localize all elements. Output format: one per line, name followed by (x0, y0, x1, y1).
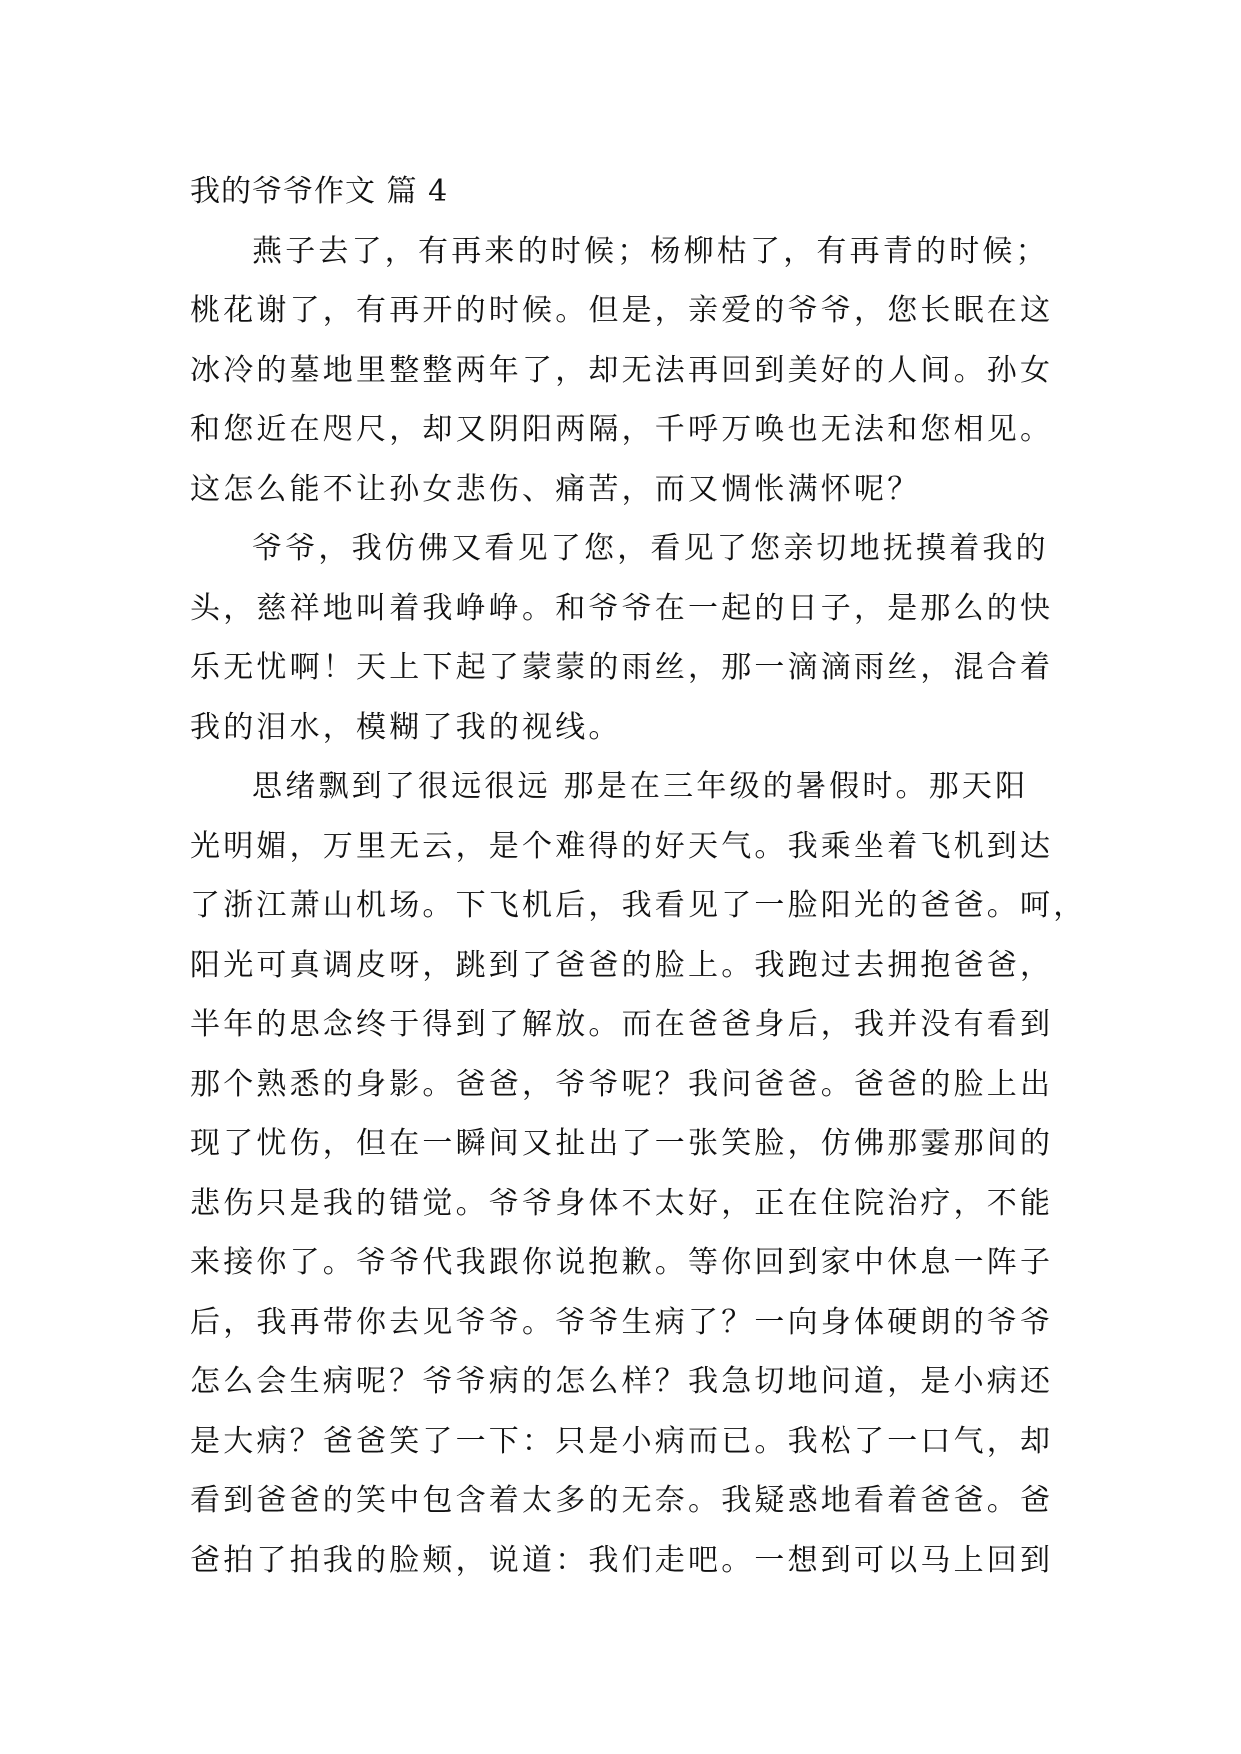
text-line: 我的泪水，模糊了我的视线。 (190, 709, 622, 745)
text-line: 后，我再带你去见爷爷。爷爷生病了？一向身体硬朗的爷爷 (190, 1304, 1054, 1340)
text-line: 半年的思念终于得到了解放。而在爸爸身后，我并没有看到 (190, 1007, 1054, 1042)
text-line: 桃花谢了，有再开的时候。但是，亲爱的爷爷，您长眠在这 (190, 293, 1054, 328)
text-line: 光明媚，万里无云，是个难得的好天气。我乘坐着飞机到达 (190, 828, 1054, 864)
text-line: 了浙江萧山机场。下飞机后，我看见了一脸阳光的爸爸。呵， (190, 888, 1087, 923)
text-line: 是大病？爸爸笑了一下：只是小病而已。我松了一口气，却 (190, 1423, 1054, 1459)
text-line: 现了忧伤，但在一瞬间又扯出了一张笑脸，仿佛那霎那间的 (190, 1126, 1054, 1161)
paragraph-3 (190, 757, 1087, 1590)
text-line: 乐无忧啊！天上下起了蒙蒙的雨丝，那一滴滴雨丝，混合着 (190, 650, 1054, 685)
text-line: 冰冷的墓地里整整两年了，却无法再回到美好的人间。孙女 (190, 352, 1054, 388)
text-line: 阳光可真调皮呀，跳到了爸爸的脸上。我跑过去拥抱爸爸， (190, 947, 1054, 983)
text-line: 那个熟悉的身影。爸爸，爷爷呢？我问爸爸。爸爸的脸上出 (190, 1066, 1054, 1102)
text-line: 爷爷，我仿佛又看见了您，看见了您亲切地抚摸着我的 (252, 531, 1049, 566)
paragraph-2 (190, 519, 1054, 757)
text-line: 燕子去了，有再来的时候；杨柳枯了，有再青的时候； (252, 233, 1049, 269)
text-line: 来接你了。爷爷代我跟你说抱歉。等你回到家中休息一阵子 (190, 1245, 1054, 1280)
text-line: 头，慈祥地叫着我峥峥。和爷爷在一起的日子，是那么的快 (190, 590, 1054, 626)
text-line: 这怎么能不让孙女悲伤、痛苦，而又惆怅满怀呢？ (190, 471, 921, 507)
text-line: 爸拍了拍我的脸颊，说道：我们走吧。一想到可以马上回到 (190, 1542, 1054, 1578)
text-line: 怎么会生病呢？爷爷病的怎么样？我急切地问道，是小病还 (190, 1364, 1054, 1399)
paragraph-1 (190, 222, 1054, 520)
text-line: 和您近在咫尺，却又阴阳两隔，千呼万唤也无法和您相见。 (190, 412, 1054, 447)
document-title: 我的爷爷作文 篇 4 (190, 174, 449, 209)
text-line: 思绪飘到了很远很远 那是在三年级的暑假时。那天阳 (252, 769, 1029, 804)
text-line: 悲伤只是我的错觉。爷爷身体不太好，正在住院治疗，不能 (190, 1185, 1054, 1221)
document-body (190, 162, 1087, 1590)
text-line: 看到爸爸的笑中包含着太多的无奈。我疑惑地看着爸爸。爸 (190, 1483, 1054, 1518)
